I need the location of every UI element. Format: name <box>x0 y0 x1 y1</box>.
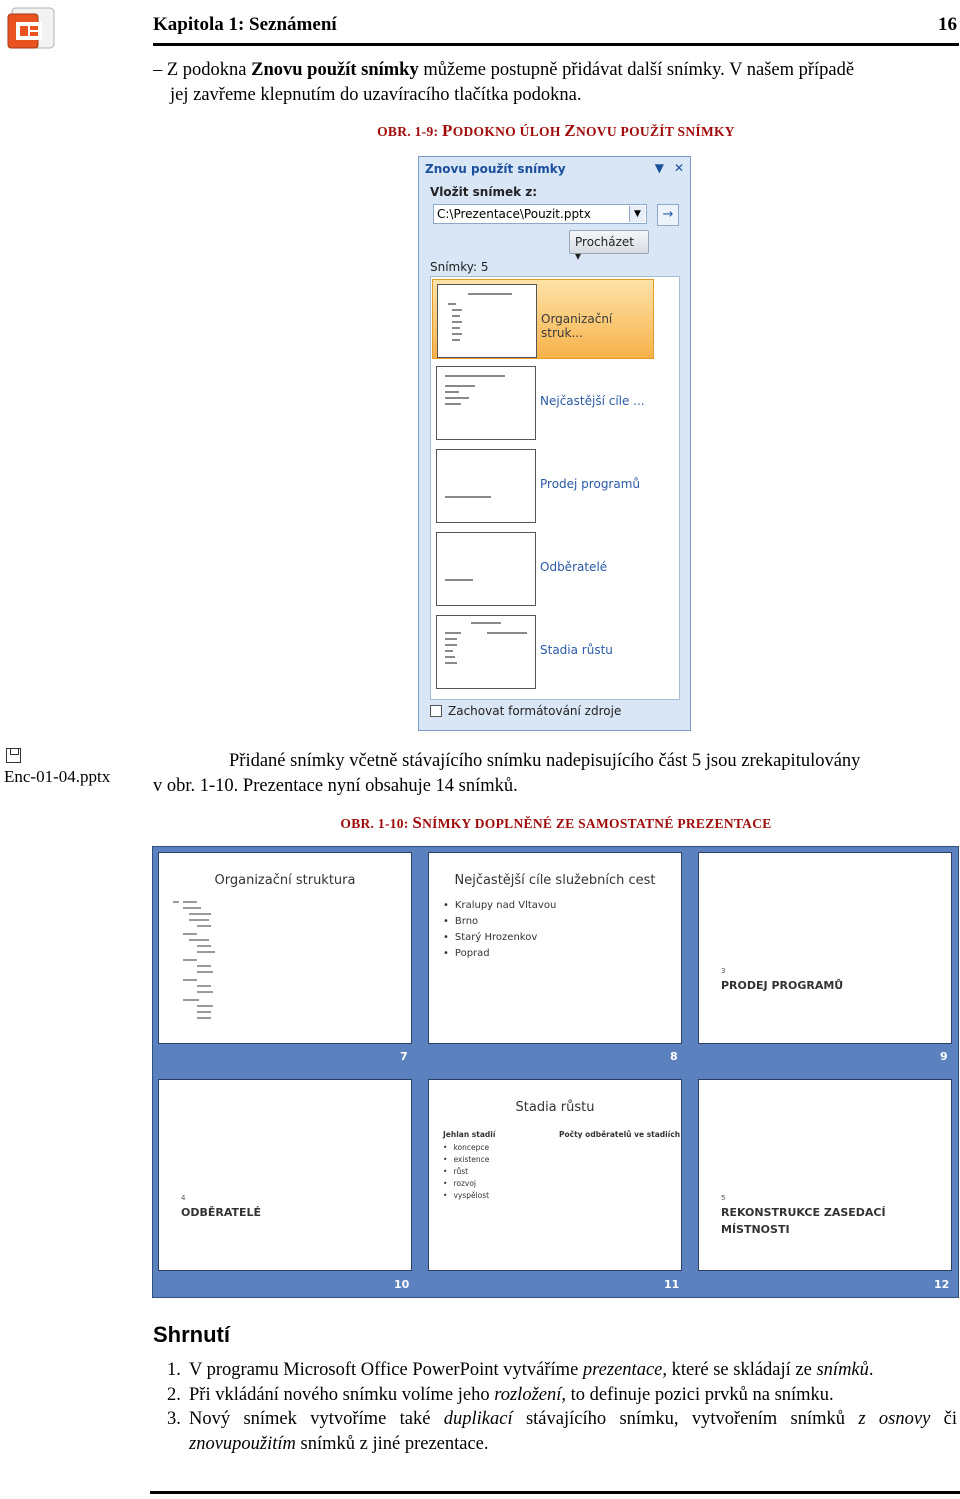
pane-controls <box>645 161 684 175</box>
text: můžeme postupně přidávat další snímky. V našem případě <box>418 60 855 80</box>
slide-thumbnail <box>436 615 536 689</box>
path-value: C:\Prezentace\Pouzit.pptx <box>437 207 591 221</box>
reuse-slides-pane <box>418 156 691 731</box>
slide-title: Nejčastější cíle služebních cest <box>454 873 656 888</box>
section-number: 3 <box>721 967 726 975</box>
column-title: Počty odběratelů ve stadiích <box>559 1130 681 1139</box>
term: prezentace <box>582 1360 663 1380</box>
slide-list-item[interactable] <box>432 279 654 359</box>
slide-thumbnail-12[interactable] <box>698 1079 952 1271</box>
summary-item <box>167 1383 957 1408</box>
disk-icon <box>6 748 21 763</box>
column-title: Jehlan stadií <box>443 1130 496 1139</box>
summary-list <box>167 1358 957 1456</box>
file-name: Enc-01-04.pptx <box>4 767 111 786</box>
checkbox-box[interactable] <box>430 705 442 717</box>
chevron-down-icon[interactable]: ▼ <box>629 206 645 222</box>
keep-source-formatting-checkbox[interactable] <box>430 704 621 718</box>
section-title: PRODEJ PROGRAMŮ <box>721 979 844 992</box>
term: z osnovy <box>858 1409 931 1429</box>
slide-title: Stadia růstu <box>515 1100 595 1115</box>
slide-name: Stadia růstu <box>540 643 613 657</box>
slides-count-label: Snímky: 5 <box>430 260 489 274</box>
close-icon[interactable]: ✕ <box>673 161 684 175</box>
slide-number: 12 <box>934 1278 950 1291</box>
text: NOVU POUŽÍT SNÍMKY <box>575 124 735 139</box>
slide-number: 8 <box>670 1050 678 1063</box>
text: či <box>930 1409 957 1429</box>
caption-number: OBR. 1-9: <box>377 124 442 139</box>
slide-name: Prodej programů <box>540 477 641 491</box>
bullet-item: • vyspělost <box>443 1190 489 1202</box>
slide-title: Organizační struktura <box>214 873 356 888</box>
dash-marker: – <box>153 60 163 80</box>
text: P <box>442 121 453 140</box>
slide-list-item[interactable] <box>432 611 654 691</box>
slide-list-item[interactable] <box>432 362 654 442</box>
section-number: 5 <box>721 1194 726 1202</box>
chapter-title: Kapitola 1: Seznámení <box>153 14 337 35</box>
text: S <box>412 813 423 832</box>
term: znovupoužitím <box>189 1433 296 1454</box>
text: v obr. 1-10. Prezentace nyní obsahuje 14 snímků. <box>153 776 518 796</box>
bullet-item: • Poprad <box>443 946 556 962</box>
slide-bullets <box>443 898 556 962</box>
section-title-line2: MÍSTNOSTI <box>721 1223 790 1236</box>
text: . <box>868 1360 874 1380</box>
pane-menu-dropdown-icon[interactable]: ▼ <box>654 161 664 175</box>
text: Přidané snímky včetně stávajícího snímku nadepisujícího část 5 jsou zrekapitulovány <box>229 751 861 771</box>
term: rozložení <box>494 1384 562 1405</box>
go-arrow-icon[interactable]: → <box>657 204 679 226</box>
slide-number: 9 <box>940 1050 948 1063</box>
caption-number: OBR. 1-10: <box>340 816 413 831</box>
slide-name: Organizační struk... <box>541 312 613 340</box>
slide-list <box>430 276 680 700</box>
figure-caption-1-9 <box>153 121 959 141</box>
summary-item <box>167 1358 957 1383</box>
section-number: 4 <box>181 1194 186 1202</box>
text: jej zavřeme klepnutím do uzavíracího tlačítka podokna. <box>170 85 582 105</box>
slide-number: 11 <box>664 1278 680 1291</box>
text: , to definuje pozici prvků na snímku. <box>561 1384 834 1405</box>
bullet-item: • koncepce <box>443 1142 489 1154</box>
text: , které se skládají ze <box>662 1360 817 1380</box>
paragraph-summary-slides <box>153 749 959 799</box>
text: Z podokna <box>162 60 252 80</box>
browse-button[interactable]: Procházet ▾ <box>569 230 649 254</box>
term: snímků <box>816 1360 869 1380</box>
paragraph-reuse-pane <box>153 58 959 108</box>
text: stávajícího snímku, vytvořením snímků <box>512 1409 859 1429</box>
bullet-item: • růst <box>443 1166 489 1178</box>
bullet-item: • existence <box>443 1154 489 1166</box>
bullet-item: • rozvoj <box>443 1178 489 1190</box>
slide-list-item[interactable] <box>432 445 654 525</box>
file-marker <box>4 748 110 787</box>
page-header <box>153 12 959 46</box>
text: V programu Microsoft Office PowerPoint vytváříme <box>189 1360 583 1380</box>
text: NÍMKY DOPLNĚNÉ ZE SAMOSTATNÉ PREZENTACE <box>422 816 772 831</box>
text: Nový snímek vytvoříme také <box>189 1409 444 1429</box>
powerpoint-logo-icon <box>6 4 58 54</box>
slide-thumbnail <box>436 532 536 606</box>
insert-from-label: Vložit snímek z: <box>430 185 538 199</box>
slide-thumbnail-9[interactable] <box>698 852 952 1044</box>
summary-heading: Shrnutí <box>153 1322 230 1347</box>
bullet-item: • Brno <box>443 914 556 930</box>
source-path-combobox[interactable] <box>433 204 647 224</box>
slide-thumbnail <box>436 449 536 523</box>
slide-thumbnail <box>437 284 537 358</box>
slide-thumbnail-7[interactable] <box>158 852 412 1044</box>
pane-title: Znovu použít snímky <box>425 162 566 176</box>
slide-sorter <box>152 846 959 1298</box>
slide-thumbnail-10[interactable] <box>158 1079 412 1271</box>
section-title-line1: REKONSTRUKCE ZASEDACÍ <box>721 1206 886 1219</box>
item-number: 3. <box>167 1409 181 1429</box>
summary-item <box>167 1407 957 1456</box>
item-number: 2. <box>167 1384 181 1405</box>
page-number: 16 <box>938 14 957 35</box>
text: ODOKNO ÚLOH <box>452 124 565 139</box>
slide-thumbnail <box>436 366 536 440</box>
slide-number: 7 <box>400 1050 408 1063</box>
bullet-item: • Starý Hrozenkov <box>443 930 556 946</box>
slide-thumbnail-8[interactable] <box>428 852 682 1044</box>
footer-rule <box>150 1491 960 1494</box>
term-reuse-slides: Znovu použít snímky <box>251 60 419 80</box>
term: duplikací <box>443 1409 513 1429</box>
figure-caption-1-10 <box>153 813 959 833</box>
text: snímků z jiné prezentace. <box>295 1433 489 1454</box>
slide-list-item[interactable] <box>432 528 654 608</box>
slide-thumbnail-11[interactable] <box>428 1079 682 1271</box>
item-number: 1. <box>167 1360 181 1380</box>
text: Z <box>564 121 576 140</box>
checkbox-label: Zachovat formátování zdroje <box>448 704 622 718</box>
section-title: ODBĚRATELÉ <box>181 1206 262 1219</box>
slide-name: Nejčastější cíle ... <box>540 394 645 408</box>
text: Při vkládání nového snímku volíme jeho <box>189 1384 495 1405</box>
slide-bullets <box>443 1142 489 1202</box>
slide-number: 10 <box>394 1278 410 1291</box>
bullet-item: • Kralupy nad Vltavou <box>443 898 556 914</box>
slide-name: Odběratelé <box>540 560 608 574</box>
